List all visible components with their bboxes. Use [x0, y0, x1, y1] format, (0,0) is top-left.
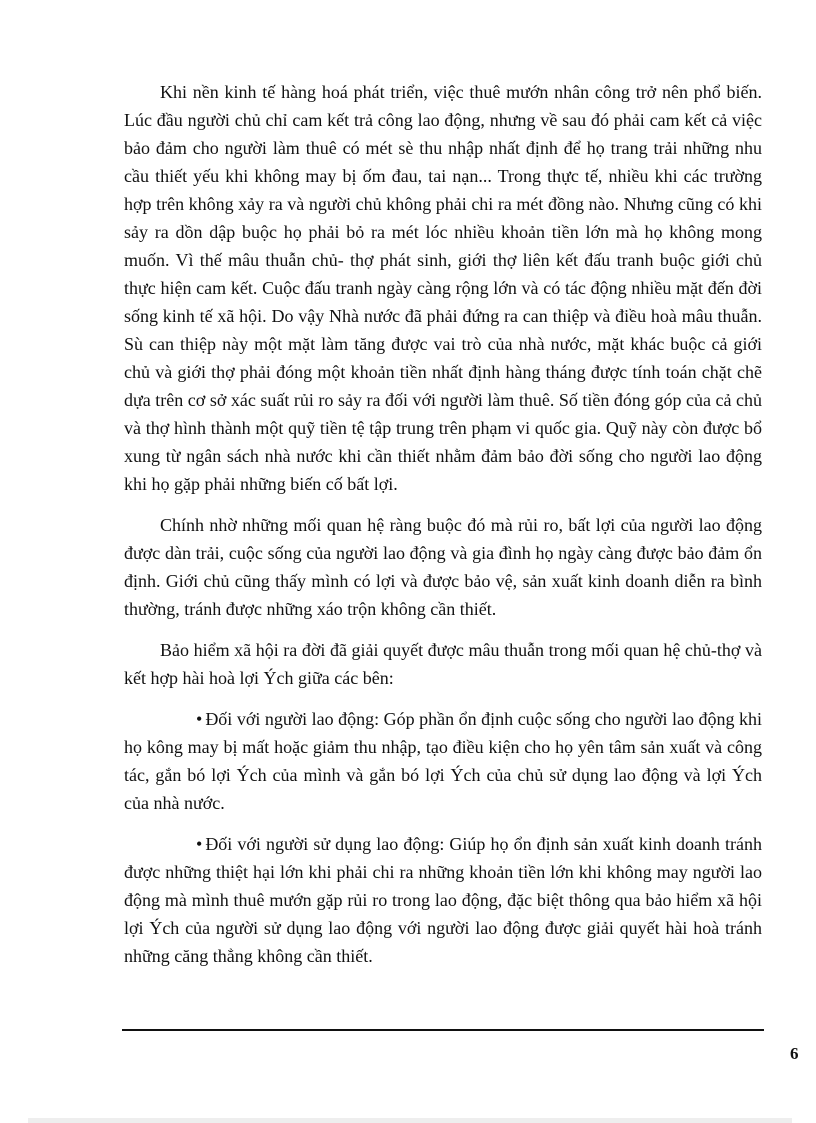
footer-divider — [122, 1029, 764, 1031]
bullet-employer — [124, 830, 762, 970]
page-content — [124, 78, 762, 983]
paragraph-social-insurance: Bảo hiểm xã hội ra đời đã giải quyết được mâu thuẫn trong mối quan hệ chủ-thợ và kết hợp hài hoà lợi Ých giữa các bên: — [124, 640, 762, 688]
bullet-employee — [124, 705, 762, 817]
paragraph-intro: Khi nền kinh tế hàng hoá phát triển, việc thuê mướn nhân công trở nên phổ biến. Lúc đầu người chủ chỉ cam kết trả công lao động, nhưng về sau đó phải cam kết cả việc bảo đảm cho người làm thuê có mét sè thu nhập nhất định để họ trang trải những nhu cầu thiết yếu khi không may bị ốm đau, tai nạn... Trong thực tế, nhiều khi các trường hợp trên không xảy ra và người chủ không phải chi ra mét đồng nào. Nhưng cũng có khi sảy ra dồn dập buộc họ phải bỏ ra mét lóc nhiều khoản tiền lớn mà họ không mong muốn. Vì thế mâu thuẫn chủ- thợ phát sinh, giới thợ liên kết đấu tranh buộc giới chủ thực hiện cam kết. Cuộc đấu tranh ngày càng rộng lớn và có tác động nhiều mặt đến đời sống kinh tế xã hội. Do vậy Nhà nước đã phải đứng ra can thiệp và điều hoà mâu thuẫn. Sù can thiệp này một mặt làm tăng được vai trò của nhà nước, mặt khác buộc cả giới chủ và giới thợ phải đóng một khoản tiền nhất định hàng tháng được tính toán chặt chẽ dựa trên cơ sở xác suất rủi ro sảy ra đối với người làm thuê. Số tiền đóng góp của cả chủ và thợ hình thành một quỹ tiền tệ tập trung trên phạm vi quốc gia. Quỹ này còn được bổ xung từ ngân sách nhà nước khi cần thiết nhằm đảm bảo đời sống cho người lao động khi họ gặp phải những biến cố bất lợi. — [124, 82, 762, 494]
paragraph-relationship: Chính nhờ những mối quan hệ ràng buộc đó mà rủi ro, bất lợi của người lao động được dàn trải, cuộc sống của người lao động và gia đình họ ngày càng được bảo đảm ổn định. Giới chủ cũng thấy mình có lợi và được bảo vệ, sản xuất kinh doanh diễn ra bình thường, tránh được những xáo trộn không cần thiết. — [124, 515, 762, 619]
page-number: 6 — [790, 1044, 799, 1063]
bullet-dot-icon: • — [196, 834, 203, 854]
bullet-employer-text: Đối với người sử dụng lao động: Giúp họ ổn định sản xuất kinh doanh tránh được những thiệt hại lớn khi phải chi ra những khoản tiền lớn khi không may người lao động mà mình thuê mướn gặp rủi ro trong lao động, đặc biệt thông qua bảo hiểm xã hội lợi Ých của người sử dụng lao động với người lao động được giải quyết hài hoà tránh những căng thẳng không cần thiết. — [124, 834, 762, 966]
bullet-employee-text: Đối với người lao động: Góp phần ổn định cuộc sống cho người lao động khi họ kông may bị mất hoặc giảm thu nhập, tạo điều kiện cho họ yên tâm sản xuất và công tác, gắn bó lợi Ých của mình và gắn bó lợi Ých của chủ sử dụng lao động và lợi Ých của nhà nước. — [124, 709, 762, 813]
page-bottom-edge — [28, 1118, 792, 1123]
bullet-dot-icon: • — [196, 709, 203, 729]
